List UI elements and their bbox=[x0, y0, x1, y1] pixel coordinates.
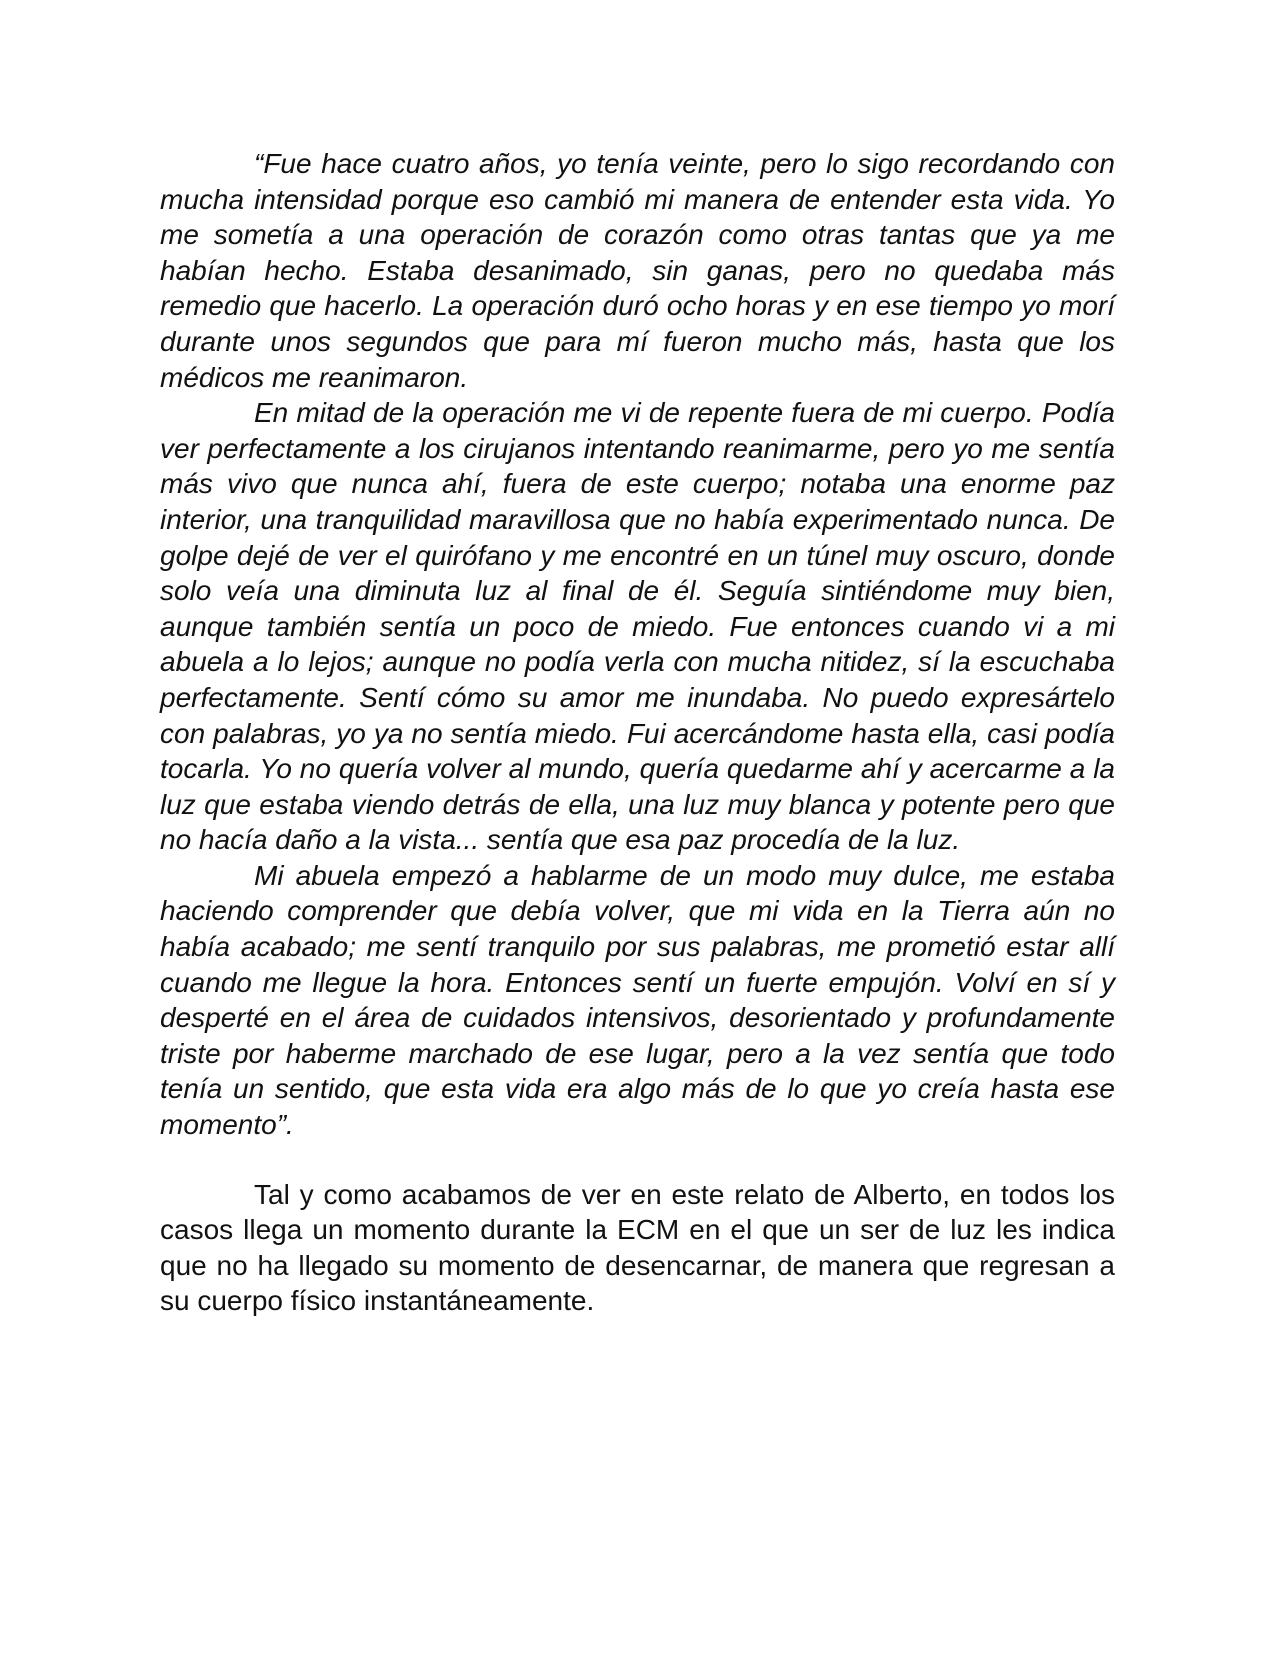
quote-paragraph-3: Mi abuela empezó a hablarme de un modo muy dulce, me estaba haciendo comprender que debía volver, que mi vida en la Tierra aún no había acabado; me sentí tranquilo por sus palabras, me prometió estar allí cuando me llegue la hora. Entonces sentí un fuerte empujón. Volví en sí y desperté en el área de cuidados intensivos, desorientado y profundamente triste por haberme marchado de ese lugar, pero a la vez sentía que todo tenía un sentido, que esta vida era algo más de lo que yo creía hasta ese momento”. bbox=[160, 859, 1115, 1141]
quote-paragraph-2: En mitad de la operación me vi de repente fuera de mi cuerpo. Podía ver perfectamente a los cirujanos intentando reanimarme, pero yo me sentía más vivo que nunca ahí, fuera de este cuerpo; notaba una enorme paz interior, una tranquilidad maravillosa que no había experimentado nunca. De golpe dejé de ver el quirófano y me encontré en un túnel muy oscuro, donde solo veía una diminuta luz al final de él. Seguía sintiéndome muy bien, aunque también sentía un poco de miedo. Fue entonces cuando vi a mi abuela a lo lejos; aunque no podía verla con mucha nitidez, sí la escuchaba perfectamente. Sentí cómo su amor me inundaba. No puedo expresártelo con palabras, yo ya no sentía miedo. Fui acercándome hasta ella, casi podía tocarla. Yo no quería volver al mundo, quería quedarme ahí y acercarme a la luz que estaba viendo detrás de ella, una luz muy blanca y potente pero que no hacía daño a la vista... sentía que esa paz procedía de la luz. bbox=[160, 397, 1115, 856]
narrative-paragraph: Tal y como acabamos de ver en este relato de Alberto, en todos los casos llega un momento durante la ECM en el que un ser de luz les indica que no ha llegado su momento de desencarnar, de manera que regresan a su cuerpo físico instantáneamente. bbox=[160, 1178, 1115, 1317]
quote-paragraph-1: “Fue hace cuatro años, yo tenía veinte, pero lo sigo recordando con mucha intensidad porque eso cambió mi manera de entender esta vida. Yo me sometía a una operación de corazón como otras tantas que ya me habían hecho. Estaba desanimado, sin ganas, pero no quedaba más remedio que hacerlo. La operación duró ocho horas y en ese tiempo yo morí durante unos segundos que para mí fueron mucho más, hasta que los médicos me reanimaron. bbox=[160, 148, 1115, 393]
text-body bbox=[160, 146, 1115, 1319]
